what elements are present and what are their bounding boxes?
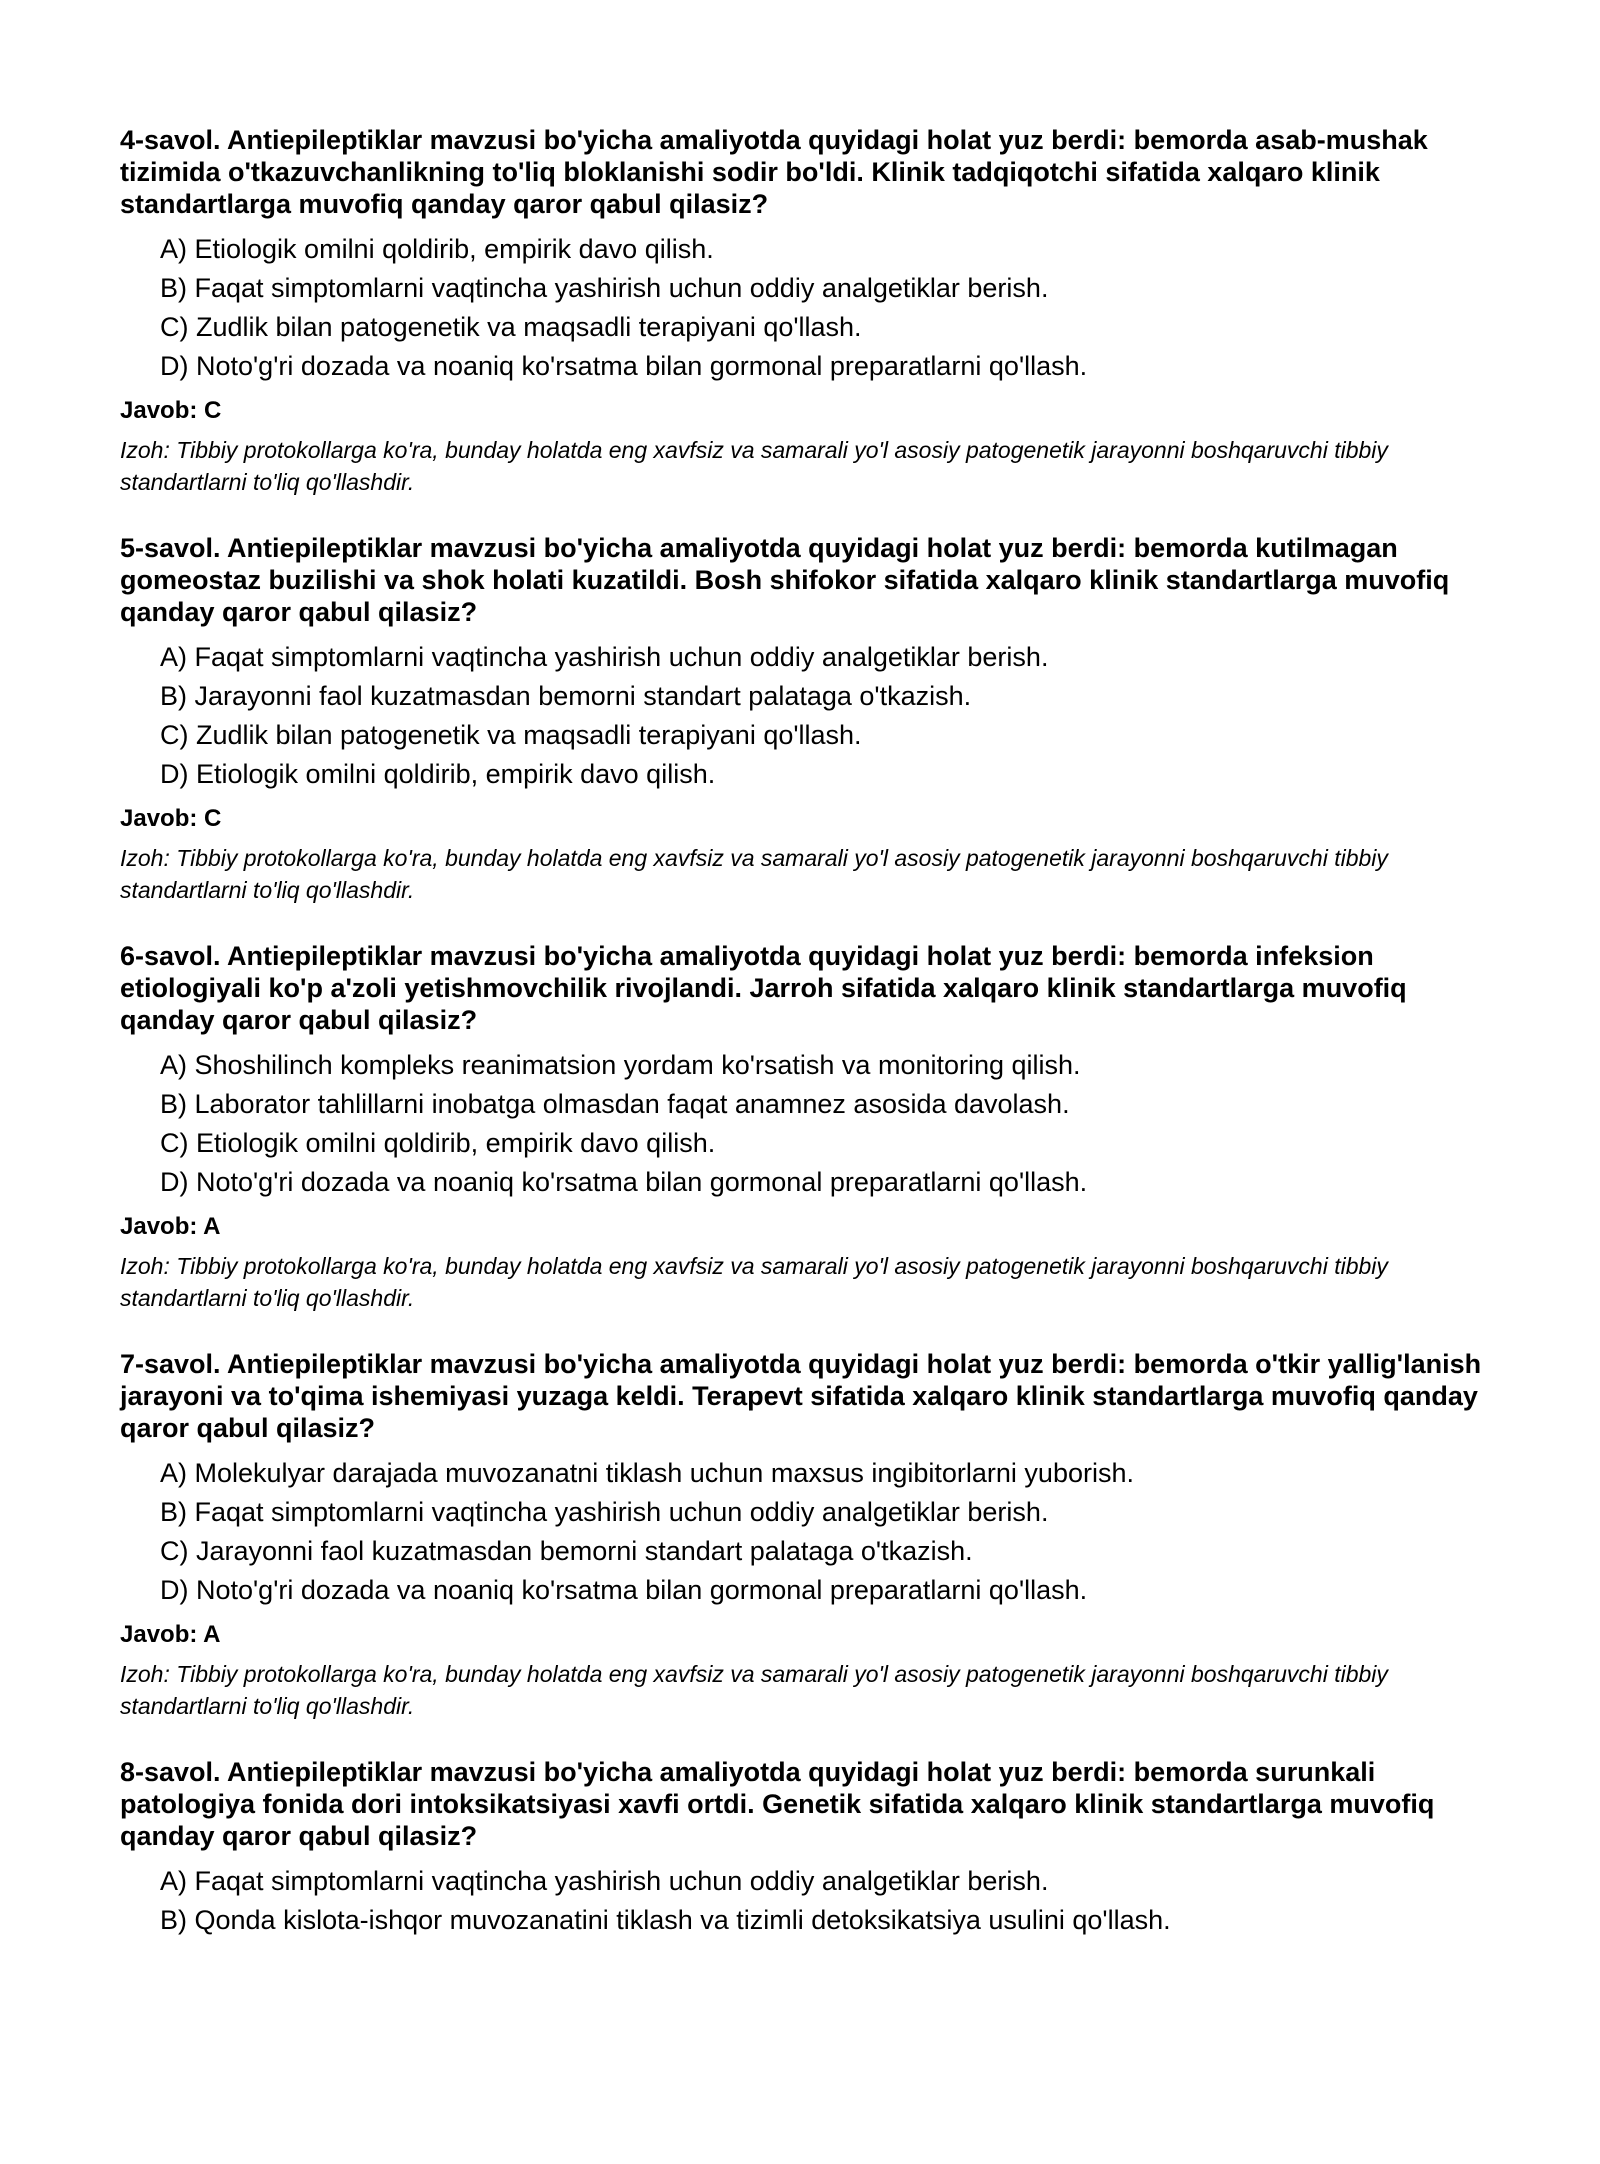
option-c: C) Etiologik omilni qoldirib, empirik davo qilish. [160,1128,716,1158]
option-b: B) Faqat simptomlarni vaqtincha yashirish uchun oddiy analgetiklar berish. [160,1497,1049,1527]
option-a: A) Shoshilinch kompleks reanimatsion yordam ko'rsatish va monitoring qilish. [160,1050,1081,1080]
question-8 [120,1756,1500,2164]
document-page [120,124,1500,2164]
option-a: A) Etiologik omilni qoldirib, empirik davo qilish. [160,234,714,264]
options-list [120,1862,1500,1940]
option-c: C) Jarayonni faol kuzatmasdan bemorni standart palataga o'tkazish. [160,1536,973,1566]
option-b: B) Laborator tahlillarni inobatga olmasdan faqat anamnez asosida davolash. [160,1089,1070,1119]
question-5 [120,532,1500,940]
answer-label: Javob: A [120,1213,221,1240]
option-c: C) Zudlik bilan patogenetik va maqsadli terapiyani qo'llash. [160,312,862,342]
option-b: B) Qonda kislota-ishqor muvozanatini tiklash va tizimli detoksikatsiya usulini qo'llash. [160,1905,1171,1935]
option-d: D) Etiologik omilni qoldirib, empirik davo qilish. [160,759,716,789]
options-list [120,638,1500,794]
option-b: B) Faqat simptomlarni vaqtincha yashirish uchun oddiy analgetiklar berish. [160,273,1049,303]
options-list [120,230,1500,386]
explanation-note: Izoh: Tibbiy protokollarga ko'ra, bunday holatda eng xavfsiz va samarali yo'l asosiy patogenetik jarayonni boshqaruvchi tibbiy standartlarni to'liq qo'llashdir. [120,437,1388,495]
question-title: 5-savol. Antiepileptiklar mavzusi bo'yicha amaliyotda quyidagi holat yuz berdi: bemorda kutilmagan gomeostaz buzilishi va shok holati kuzatildi. Bosh shifokor sifatida xalqaro klinik standartlarga muvofiq qanday qaror qabul qilasiz? [120,533,1450,627]
question-title: 6-savol. Antiepileptiklar mavzusi bo'yicha amaliyotda quyidagi holat yuz berdi: bemorda infeksion etiologiyali ko'p a'zoli yetishmovchilik rivojlandi. Jarroh sifatida xalqaro klinik standartlarga muvofiq qanday qaror qabul qilasiz? [120,941,1407,1035]
question-title: 4-savol. Antiepileptiklar mavzusi bo'yicha amaliyotda quyidagi holat yuz berdi: bemorda asab-mushak tizimida o'tkazuvchanlikning to'liq bloklanishi sodir bo'ldi. Klinik tadqiqotchi sifatida xalqaro klinik standartlarga muvofiq qanday qaror qabul qilasiz? [120,125,1428,219]
answer-label: Javob: C [120,397,222,424]
question-title: 7-savol. Antiepileptiklar mavzusi bo'yicha amaliyotda quyidagi holat yuz berdi: bemorda o'tkir yallig'lanish jarayoni va to'qima ishemiyasi yuzaga keldi. Terapevt sifatida xalqaro klinik standartlarga muvofiq qanday qaror qabul qilasiz? [120,1349,1482,1443]
option-b: B) Jarayonni faol kuzatmasdan bemorni standart palataga o'tkazish. [160,681,972,711]
option-d: D) Noto'g'ri dozada va noaniq ko'rsatma bilan gormonal preparatlarni qo'llash. [160,351,1088,381]
option-c: C) Zudlik bilan patogenetik va maqsadli terapiyani qo'llash. [160,720,862,750]
option-a: A) Faqat simptomlarni vaqtincha yashirish uchun oddiy analgetiklar berish. [160,642,1049,672]
options-list [120,1046,1500,1202]
answer-label: Javob: C [120,805,222,832]
option-a: A) Molekulyar darajada muvozanatni tiklash uchun maxsus ingibitorlarni yuborish. [160,1458,1134,1488]
explanation-note: Izoh: Tibbiy protokollarga ko'ra, bunday holatda eng xavfsiz va samarali yo'l asosiy patogenetik jarayonni boshqaruvchi tibbiy standartlarni to'liq qo'llashdir. [120,1661,1388,1719]
option-a: A) Faqat simptomlarni vaqtincha yashirish uchun oddiy analgetiklar berish. [160,1866,1049,1896]
question-6 [120,940,1500,1348]
explanation-note: Izoh: Tibbiy protokollarga ko'ra, bunday holatda eng xavfsiz va samarali yo'l asosiy patogenetik jarayonni boshqaruvchi tibbiy standartlarni to'liq qo'llashdir. [120,1253,1388,1311]
options-list [120,1454,1500,1610]
option-d: D) Noto'g'ri dozada va noaniq ko'rsatma bilan gormonal preparatlarni qo'llash. [160,1167,1088,1197]
option-d: D) Noto'g'ri dozada va noaniq ko'rsatma bilan gormonal preparatlarni qo'llash. [160,1575,1088,1605]
answer-label: Javob: A [120,1621,221,1648]
question-4 [120,124,1500,532]
question-title: 8-savol. Antiepileptiklar mavzusi bo'yicha amaliyotda quyidagi holat yuz berdi: bemorda surunkali patologiya fonida dori intoksikatsiyasi xavfi ortdi. Genetik sifatida xalqaro klinik standartlarga muvofiq qanday qaror qabul qilasiz? [120,1757,1435,1851]
question-7 [120,1348,1500,1756]
explanation-note: Izoh: Tibbiy protokollarga ko'ra, bunday holatda eng xavfsiz va samarali yo'l asosiy patogenetik jarayonni boshqaruvchi tibbiy standartlarni to'liq qo'llashdir. [120,845,1388,903]
